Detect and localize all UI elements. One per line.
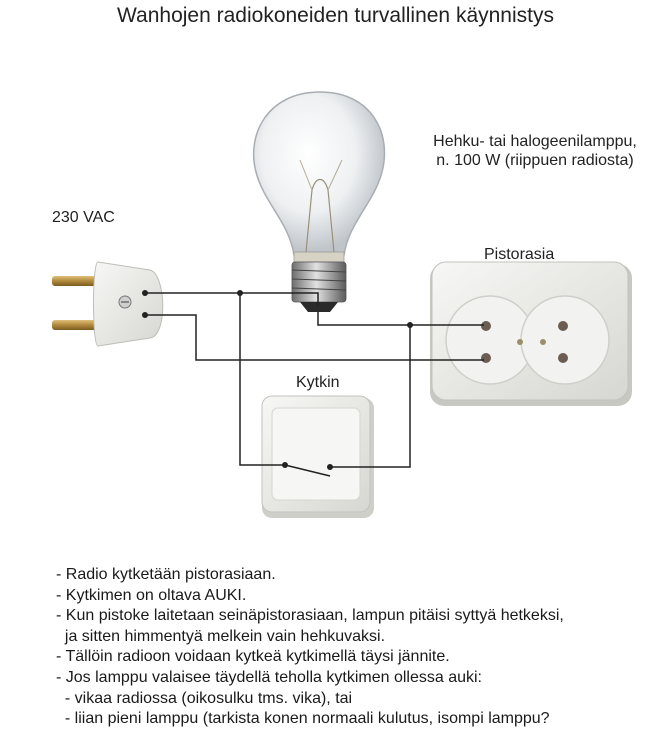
list-item: - Tällöin radioon voidaan kytkeä kytkimellä täysi jännite. [56,648,450,666]
switch-label: Kytkin [296,374,340,391]
list-item: ja sitten himmentyä melkein vain hehkuvaksi. [56,627,386,645]
lamp-label-line2: n. 100 W (riippuen radiosta) [436,152,634,169]
list-item: - liian pieni lamppu (tarkista konen normaali kulutus, isompi lamppu? [56,710,550,728]
list-item: - Kytkimen on oltava AUKI. [56,586,247,604]
lamp-label [400,132,670,170]
list-item: - Kun pistoke laitetaan seinäpistorasiaan, lampun pitäisi syttyä hetkeksi, [56,607,564,625]
list-item: - Radio kytketään pistorasiaan. [56,566,276,583]
outlet-icon [430,262,632,406]
plug-icon [52,262,163,346]
voltage-label: 230 VAC [52,209,115,226]
list-item: - vikaa radiossa (oikosulku tms. vika), tai [56,689,353,707]
page-title: Wanhojen radiokoneiden turvallinen käynnistys [117,4,554,27]
outlet-label: Pistorasia [484,246,555,263]
list-item: - Jos lamppu valaisee täydellä teholla kytkimen ollessa auki: [56,668,482,686]
instructions-list [56,565,668,730]
lamp-label-line1: Hehku- tai halogeenilamppu, [433,133,637,150]
light-bulb-icon [254,92,385,312]
switch-icon [262,396,374,518]
